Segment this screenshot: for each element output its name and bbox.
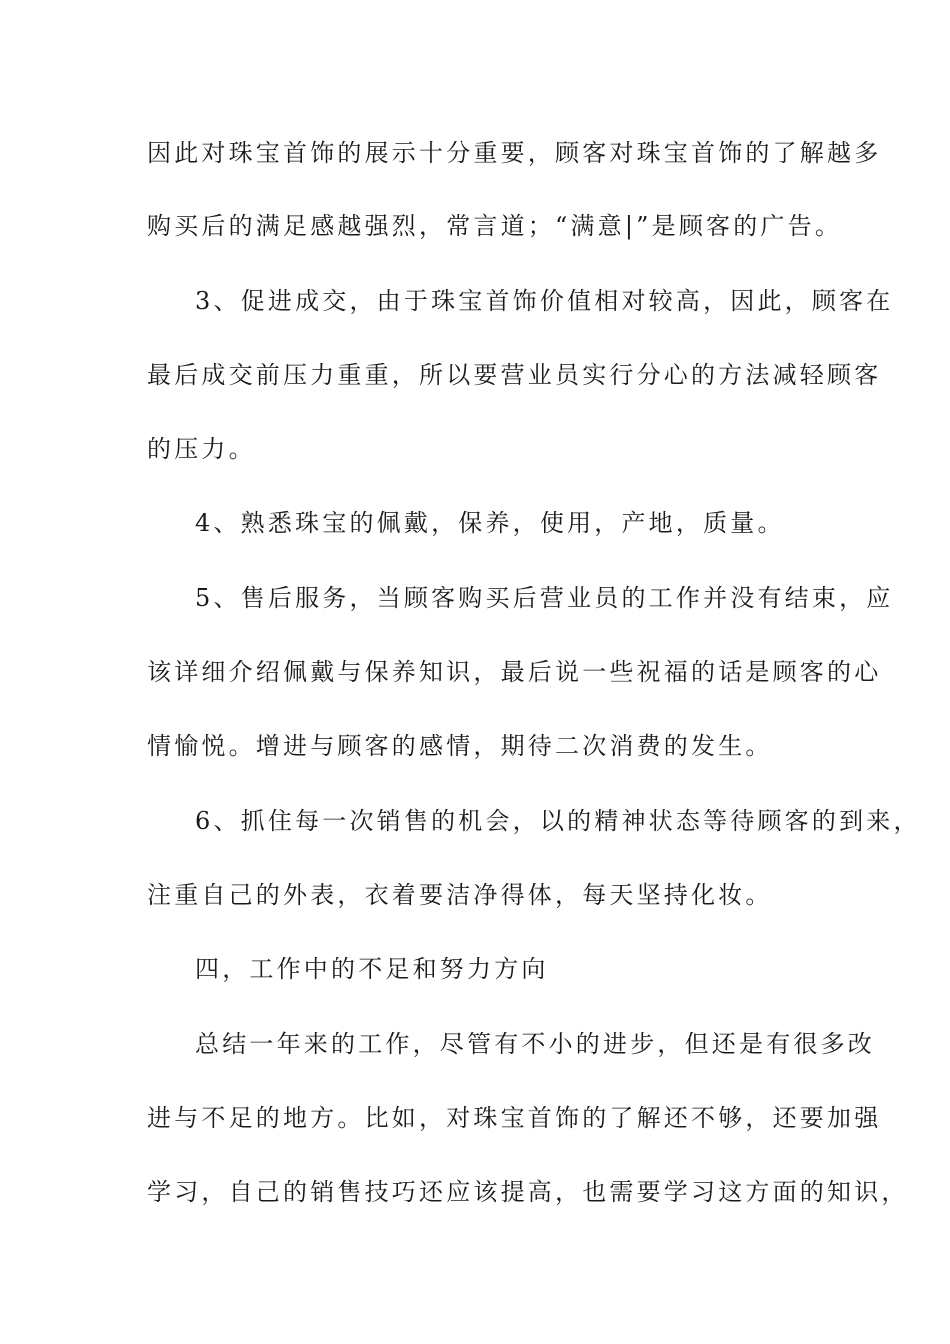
paragraph-line: 的压力。 [147, 435, 256, 463]
paragraph-line: 6、抓住每一次销售的机会，以的精神状态等待顾客的到来， [195, 807, 921, 835]
paragraph-line: 进与不足的地方。比如，对珠宝首饰的了解还不够，还要加强 [147, 1104, 882, 1132]
paragraph-line: 4、熟悉珠宝的佩戴，保养，使用，产地，质量。 [195, 509, 785, 537]
paragraph-line: 学习，自己的销售技巧还应该提高，也需要学习这方面的知识， [147, 1178, 909, 1206]
paragraph-line: 最后成交前压力重重，所以要营业员实行分心的方法减轻顾客 [147, 361, 882, 389]
paragraph-line: 该详细介绍佩戴与保养知识，最后说一些祝福的话是顾客的心 [147, 658, 882, 686]
paragraph-line: 注重自己的外表，衣着要洁净得体，每天坚持化妆。 [147, 881, 773, 909]
paragraph-line: 5、售后服务，当顾客购买后营业员的工作并没有结束，应 [195, 584, 894, 612]
section-heading: 四，工作中的不足和努力方向 [195, 955, 549, 983]
paragraph-line: 总结一年来的工作，尽管有不小的进步，但还是有很多改 [195, 1030, 875, 1058]
paragraph-line: 情愉悦。增进与顾客的感情，期待二次消费的发生。 [147, 732, 773, 760]
paragraph-line: 因此对珠宝首饰的展示十分重要，顾客对珠宝首饰的了解越多 [147, 139, 882, 167]
paragraph-line: 3、促进成交，由于珠宝首饰价值相对较高，因此，顾客在 [195, 287, 894, 315]
paragraph-line: 购买后的满足感越强烈，常言道；“满意|”是顾客的广告。 [147, 212, 843, 240]
